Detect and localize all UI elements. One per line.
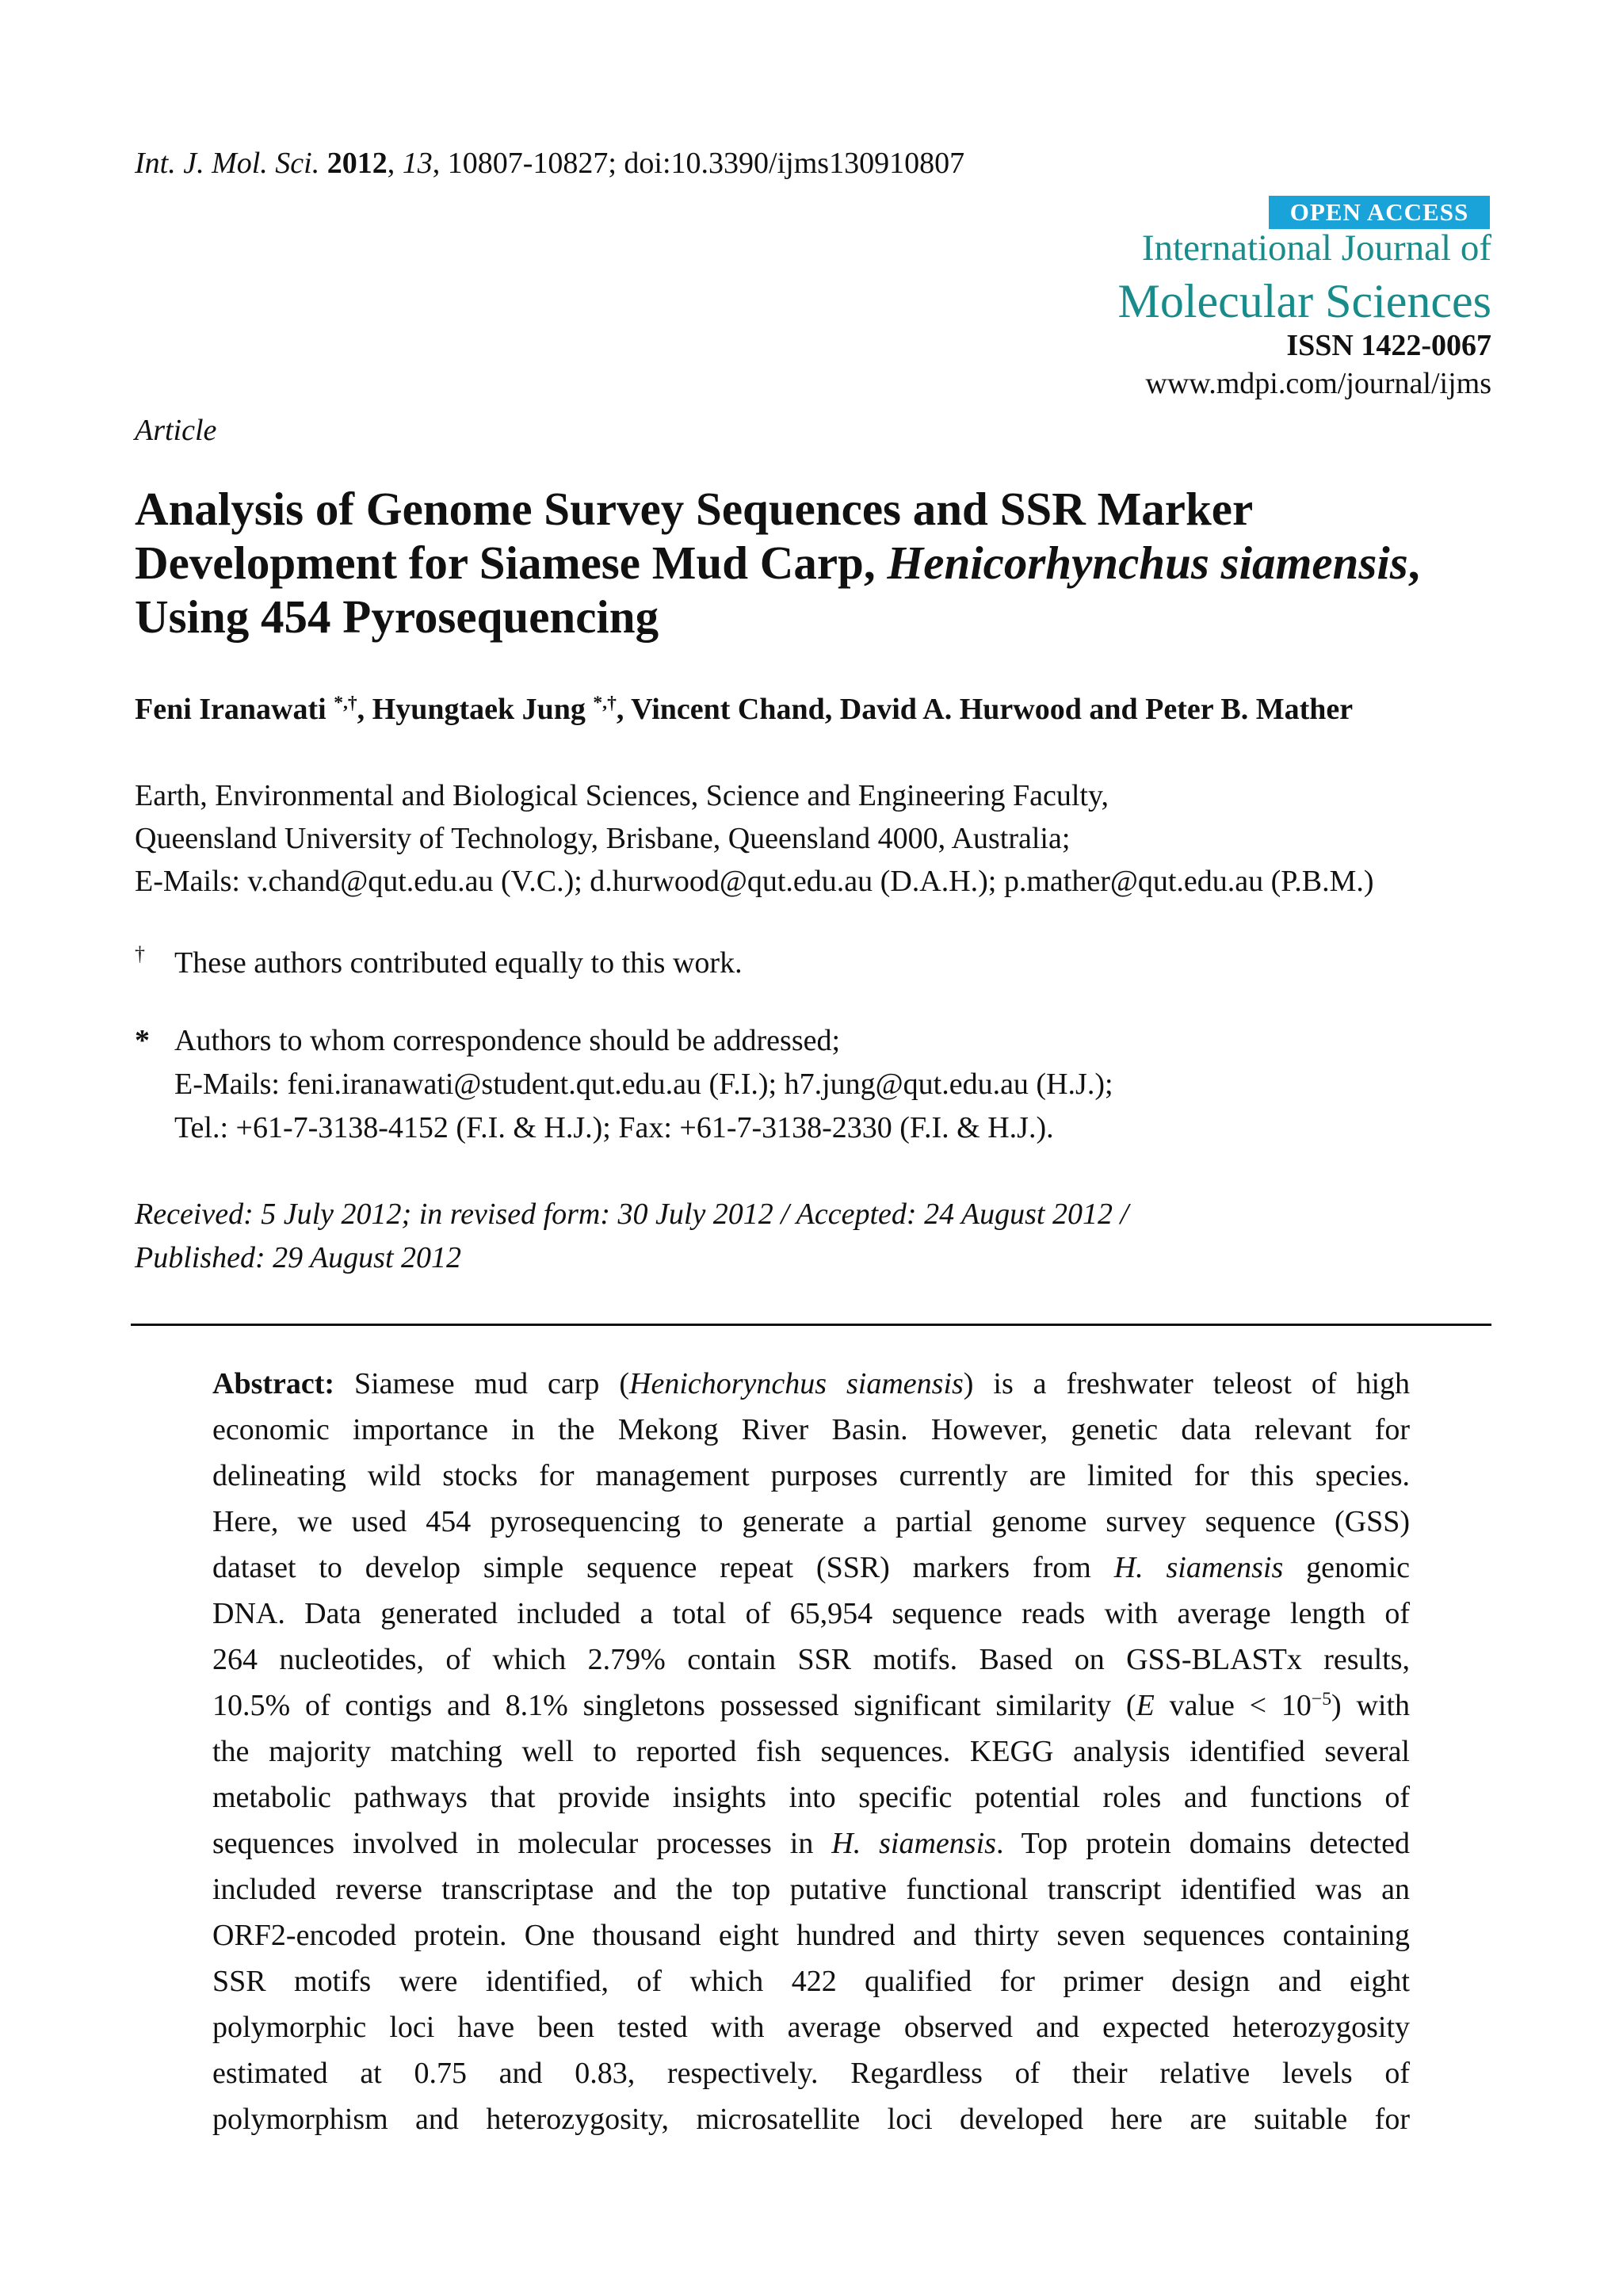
dagger-note: These authors contributed equally to this work.	[174, 946, 743, 980]
abstract-line: ORF2-encoded protein. One thousand eight hundred and thirty seven sequences containing	[212, 1919, 1410, 1952]
affiliation-line-2: Queensland University of Technology, Brisbane, Queensland 4000, Australia;	[135, 822, 1071, 855]
abstract-line: 264 nucleotides, of which 2.79% contain SSR motifs. Based on GSS-BLASTx results,	[212, 1643, 1410, 1676]
abstract-line: polymorphism and heterozygosity, microsatellite loci developed here are suitable for	[212, 2103, 1410, 2136]
dates-line-1: Received: 5 July 2012; in revised form: 30 July 2012 / Accepted: 24 August 2012 /	[135, 1198, 1128, 1231]
title-line-2-suffix: ,	[1407, 537, 1420, 589]
affiliation-emails: E-Mails: v.chand@qut.edu.au (V.C.); d.hurwood@qut.edu.au (D.A.H.); p.mather@qut.edu.au (P.B.M.)	[135, 865, 1374, 898]
dagger-symbol: †	[135, 942, 145, 965]
title-line-1: Analysis of Genome Survey Sequences and SSR Marker	[135, 483, 1254, 535]
abstract-line: economic importance in the Mekong River Basin. However, genetic data relevant for	[212, 1413, 1410, 1446]
journal-url[interactable]: www.mdpi.com/journal/ijms	[1145, 367, 1491, 400]
abstract-line: the majority matching well to reported fish sequences. KEGG analysis identified several	[212, 1735, 1410, 1768]
correspondence-phone: Tel.: +61-7-3138-4152 (F.I. & H.J.); Fax: +61-7-3138-2330 (F.I. & H.J.).	[174, 1111, 1054, 1144]
citation-line: Int. J. Mol. Sci. 2012, 13, 10807-10827; doi:10.3390/ijms130910807	[135, 147, 965, 180]
abstract-line: Here, we used 454 pyrosequencing to generate a partial genome survey sequence (GSS)	[212, 1505, 1410, 1538]
abstract-line: estimated at 0.75 and 0.83, respectively. Regardless of their relative levels of	[212, 2057, 1410, 2090]
correspondence-emails: E-Mails: feni.iranawati@student.qut.edu.au (F.I.); h7.jung@qut.edu.au (H.J.);	[174, 1068, 1113, 1101]
title-line-2	[135, 536, 1514, 590]
journal-name-line1: International Journal of	[1141, 227, 1491, 269]
abstract-line: delineating wild stocks for management purposes currently are limited for this species.	[212, 1459, 1410, 1492]
citation-year: 2012	[327, 147, 388, 180]
citation-pages-doi: , 10807-10827; doi:10.3390/ijms130910807	[432, 147, 965, 180]
author-list	[135, 691, 1353, 728]
journal-name-line2: Molecular Sciences	[1117, 275, 1491, 327]
citation-volume: 13	[402, 147, 433, 180]
abstract-line: included reverse transcriptase and the top putative functional transcript identified was an	[212, 1873, 1410, 1906]
dates-line-2: Published: 29 August 2012	[135, 1241, 462, 1274]
author-1: Feni Iranawati	[135, 693, 327, 726]
title-line-3: Using 454 Pyrosequencing	[135, 590, 659, 643]
authors-rest: , Vincent Chand, David A. Hurwood and Peter B. Mather	[616, 693, 1354, 726]
abstract-line: Abstract: Siamese mud carp (Henichorynchus siamensis) is a freshwater teleost of high	[212, 1367, 1411, 1400]
abstract-line: dataset to develop simple sequence repeat (SSR) markers from H. siamensis genomic	[212, 1551, 1410, 1584]
abstract	[212, 1361, 1410, 2142]
affiliation-line-1: Earth, Environmental and Biological Sciences, Science and Engineering Faculty,	[135, 779, 1109, 812]
title-line-2-prefix: Development for Siamese Mud Carp,	[135, 537, 888, 589]
abstract-line: sequences involved in molecular processes in H. siamensis. Top protein domains detected	[212, 1827, 1411, 1860]
open-access-badge: OPEN ACCESS	[1269, 196, 1490, 229]
author-1-marks: *,†	[334, 693, 357, 714]
title-species: Henicorhynchus siamensis	[887, 537, 1408, 589]
journal-abbrev: Int. J. Mol. Sci.	[135, 147, 320, 180]
abstract-label: Abstract:	[212, 1367, 335, 1400]
header-divider	[131, 1324, 1491, 1326]
abstract-line: DNA. Data generated included a total of 65,954 sequence reads with average length of	[212, 1597, 1410, 1630]
issn: ISSN 1422-0067	[1286, 329, 1491, 362]
abstract-line: 10.5% of contigs and 8.1% singletons possessed significant similarity (E value < $10^{-5}$) with	[212, 1689, 1411, 1722]
abstract-line: SSR motifs were identified, of which 422 qualified for primer design and eight	[212, 1965, 1410, 1998]
paper-title	[135, 482, 1514, 644]
abstract-line: polymorphic loci have been tested with average observed and expected heterozygosity	[212, 2011, 1410, 2044]
author-2: , Hyungtaek Jung	[357, 693, 586, 726]
abstract-line: metabolic pathways that provide insights into specific potential roles and functions of	[212, 1781, 1410, 1814]
article-type: Article	[135, 414, 217, 447]
star-symbol: *	[135, 1024, 150, 1057]
correspondence-note: Authors to whom correspondence should be addressed;	[174, 1024, 841, 1057]
author-2-marks: *,†	[593, 693, 617, 714]
